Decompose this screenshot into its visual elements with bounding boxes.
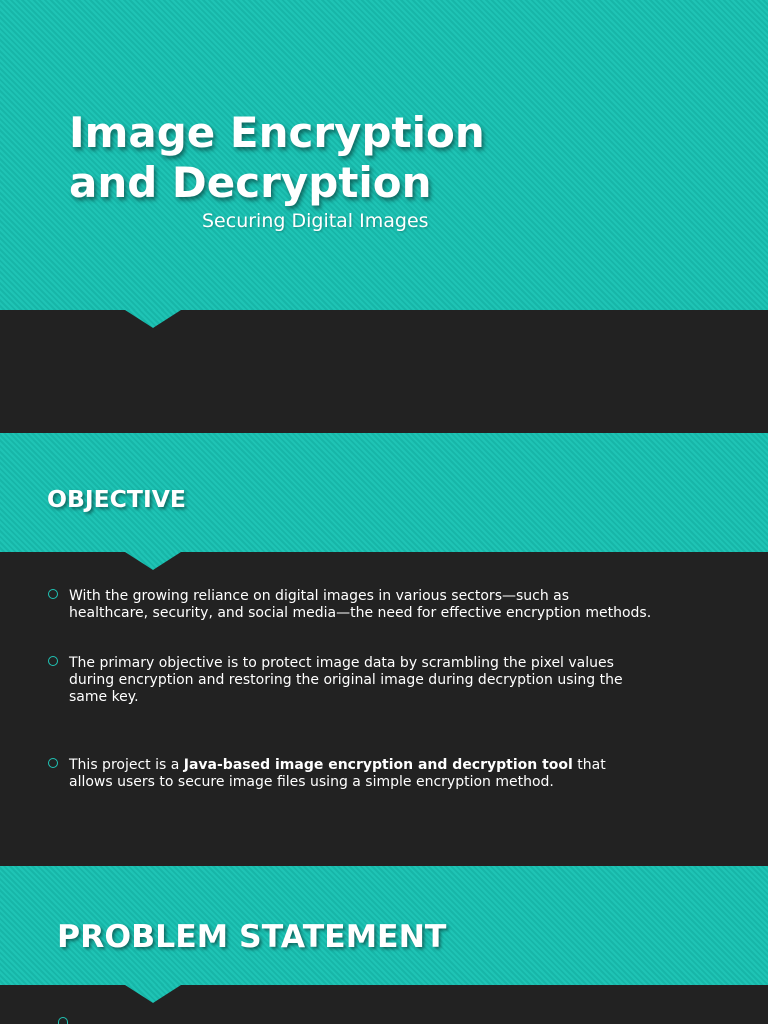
bullet-line [69, 757, 606, 774]
problem-statement-heading: PROBLEM STATEMENT [57, 919, 447, 955]
bullet-text-segment: This project is a [69, 757, 184, 773]
bullet-line: healthcare, security, and social media—the need for effective encryption methods. [69, 605, 652, 621]
bullet-text [69, 655, 623, 706]
presentation-subtitle: Securing Digital Images [202, 210, 429, 232]
down-notch-icon [125, 552, 181, 570]
bullet-bold-segment: Java-based image encryption and decryption tool [183, 757, 573, 773]
bullet-text-segment: that [572, 757, 606, 773]
down-notch-icon [125, 985, 181, 1003]
hollow-circle-icon [48, 589, 58, 599]
presentation-title [69, 108, 485, 208]
bullet-line: With the growing reliance on digital images in various sectors—such as [69, 588, 570, 604]
title-line-2: and Decryption [69, 158, 432, 207]
hollow-circle-icon [58, 1017, 68, 1024]
bullet-line: same key. [69, 689, 139, 705]
bullet-line: The primary objective is to protect image data by scrambling the pixel values [69, 655, 614, 671]
objective-heading: OBJECTIVE [47, 485, 186, 513]
bullet-line: allows users to secure image files using a simple encryption method. [69, 774, 554, 790]
title-line-1: Image Encryption [69, 108, 485, 157]
down-notch-icon [125, 310, 181, 328]
bullet-line: during encryption and restoring the original image during decryption using the [69, 672, 623, 688]
bullet-text [69, 588, 651, 622]
hollow-circle-icon [48, 758, 58, 768]
bullet-text [69, 757, 606, 791]
hollow-circle-icon [48, 656, 58, 666]
